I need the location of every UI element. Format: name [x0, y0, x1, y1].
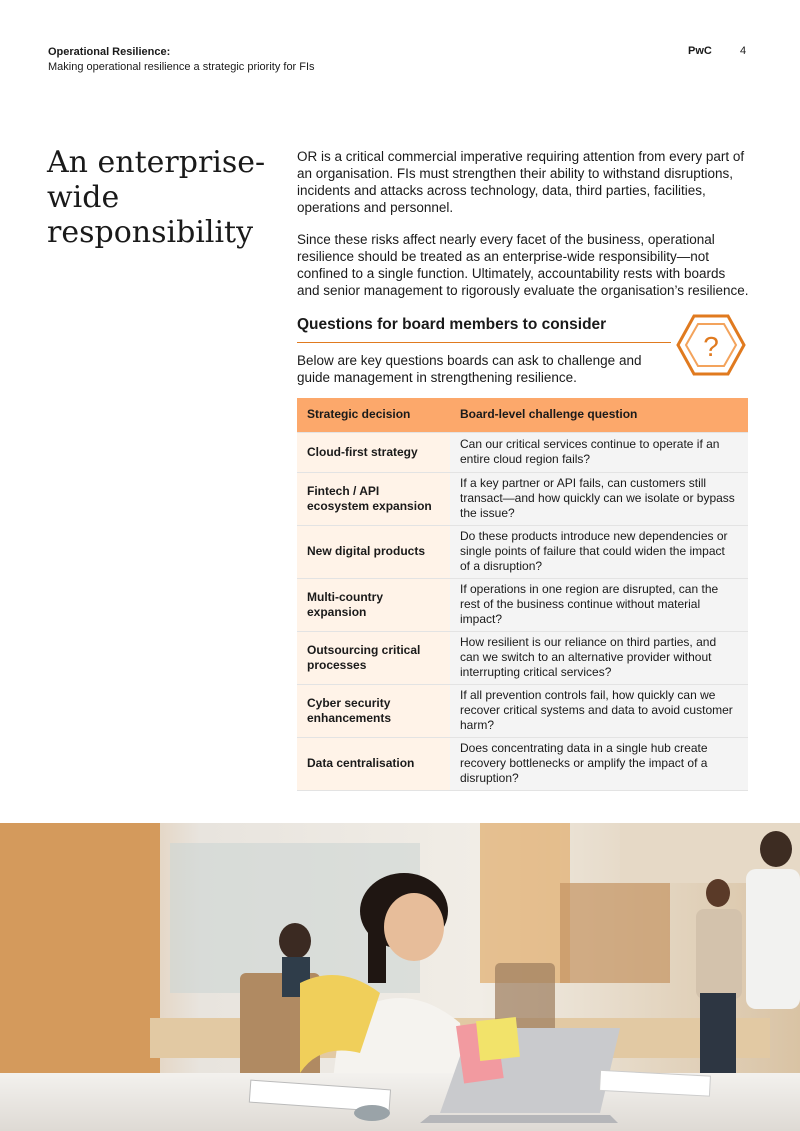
table-row	[297, 578, 748, 631]
header-title: Operational Resilience:	[48, 46, 171, 58]
table-header-row	[297, 398, 748, 432]
decision-cell: New digital products	[297, 525, 450, 578]
page-number: 4	[740, 45, 747, 57]
decision-cell: Data centralisation	[297, 737, 450, 790]
question-mark-hexagon-icon	[676, 312, 746, 378]
question-cell: How resilient is our reliance on third parties, and can we switch to an alternative provider without interrupting critical services?	[450, 631, 748, 684]
question-glyph: ?	[703, 331, 719, 362]
column-header-decision: Strategic decision	[297, 398, 450, 432]
question-cell: If all prevention controls fail, how quickly can we recover critical systems and data to avoid customer harm?	[450, 684, 748, 737]
office-photo-illustration	[0, 823, 800, 1131]
table-row	[297, 737, 748, 790]
question-cell: Can our critical services continue to operate if an entire cloud region fails?	[450, 432, 748, 472]
table-row	[297, 684, 748, 737]
table-row	[297, 472, 748, 525]
question-cell: If a key partner or API fails, can customers still transact—and how quickly can we isolate or bypass the issue?	[450, 472, 748, 525]
decision-cell: Cyber security enhancements	[297, 684, 450, 737]
table-row	[297, 525, 748, 578]
intro-paragraph-2: Since these risks affect nearly every facet of the business, operational resilience should be treated as an enterprise-wide responsibility—not confined to a single function. Ultimately, accountability rests with boards and senior management to rigorously evaluate the organisation’s resilience.	[297, 232, 749, 298]
intro-paragraph-1: OR is a critical commercial imperative requiring attention from every part of an organisation. FIs must strengthen their ability to withstand disruptions, incidents and attacks across technology, data, third parties, facilities, operations and personnel.	[297, 149, 745, 215]
questions-heading: Questions for board members to consider	[297, 316, 607, 333]
decision-cell: Outsourcing critical processes	[297, 631, 450, 684]
board-questions-table	[297, 398, 748, 791]
running-header	[48, 45, 315, 75]
brand-label: PwC	[688, 45, 712, 57]
header-subtitle: Making operational resilience a strategic priority for FIs	[48, 61, 315, 73]
question-cell: If operations in one region are disrupted, can the rest of the business continue without material impact?	[450, 578, 748, 631]
decision-cell: Multi-country expansion	[297, 578, 450, 631]
column-header-question: Board-level challenge question	[450, 398, 748, 432]
section-title: An enterprise-wide responsibility	[47, 145, 266, 250]
question-cell: Do these products introduce new dependencies or single points of failure that could widen the impact of a disruption?	[450, 525, 748, 578]
table-row	[297, 432, 748, 472]
table-row	[297, 631, 748, 684]
decision-cell: Fintech / API ecosystem expansion	[297, 472, 450, 525]
question-cell: Does concentrating data in a single hub create recovery bottlenecks or amplify the impact of a disruption?	[450, 737, 748, 790]
heading-divider	[297, 342, 671, 343]
office-photo	[0, 823, 800, 1131]
questions-intro: Below are key questions boards can ask to challenge and guide management in strengthening resilience.	[297, 353, 642, 385]
decision-cell: Cloud-first strategy	[297, 432, 450, 472]
